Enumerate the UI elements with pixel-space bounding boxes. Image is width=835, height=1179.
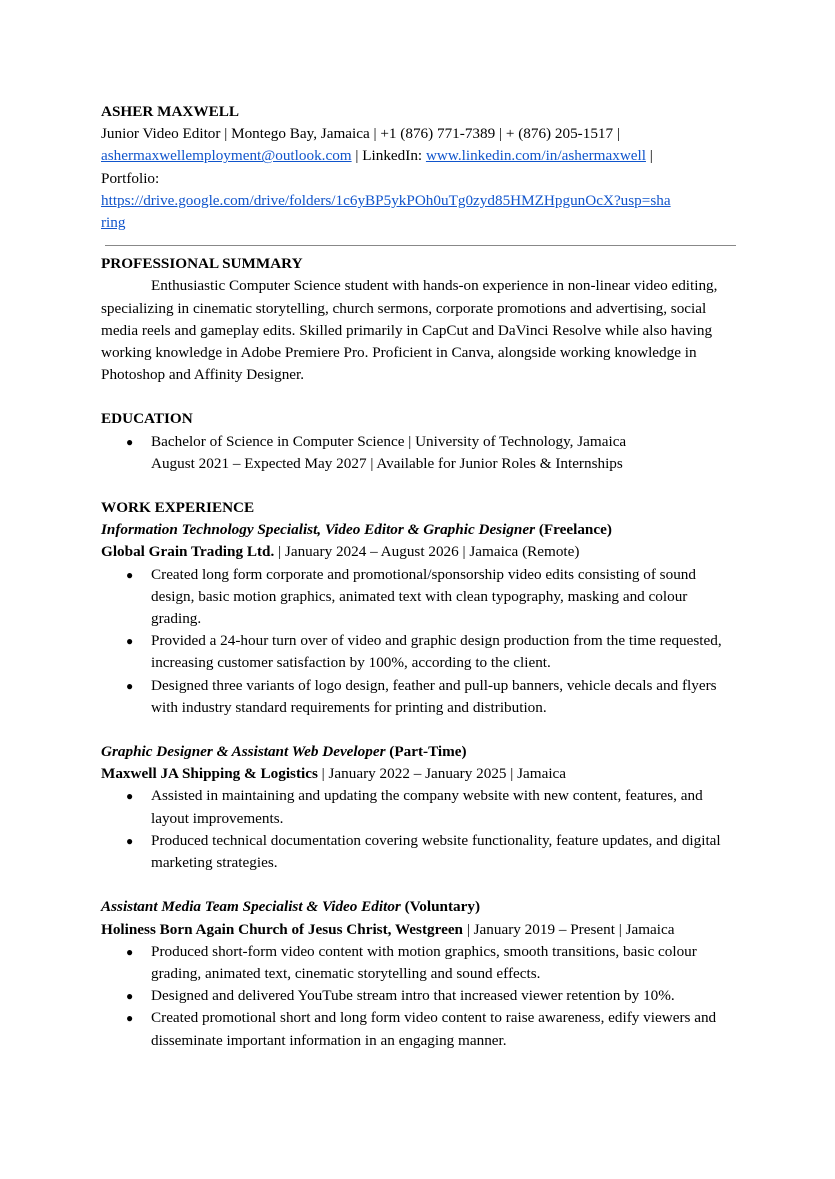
header-divider xyxy=(105,245,736,246)
bullet-icon: ● xyxy=(126,434,134,449)
list-item xyxy=(101,941,736,985)
bullet-icon: ● xyxy=(126,944,134,959)
portfolio-link-part1[interactable]: https://drive.google.com/drive/folders/1c6yBP5ykPOh0uTg0zyd85HMZHpgunOcX?usp=sha xyxy=(101,191,671,209)
job-role: Graphic Designer & Assistant Web Developer xyxy=(101,743,386,761)
list-item xyxy=(101,1007,736,1051)
experience-section xyxy=(101,497,736,1052)
list-item xyxy=(101,830,736,874)
email-link[interactable]: ashermaxwellemployment@outlook.com xyxy=(101,147,352,165)
portfolio-link-line xyxy=(101,190,736,234)
candidate-name: ASHER MAXWELL xyxy=(101,103,239,120)
list-item xyxy=(101,785,736,829)
contact-links xyxy=(101,145,736,167)
degree-line: Bachelor of Science in Computer Science | University of Technology, Jamaica xyxy=(151,432,627,450)
job-bullets xyxy=(101,785,736,874)
linkedin-link[interactable]: www.linkedin.com/in/ashermaxwell xyxy=(425,147,646,165)
bullet-text: Created promotional short and long form video content to raise awareness, edify viewers and disseminate important information in an engaging manner. xyxy=(151,1009,717,1049)
list-item xyxy=(101,675,736,719)
bullet-text: Provided a 24-hour turn over of video and graphic design production from the time requested, increasing customer satisfaction by 100%, according to the client. xyxy=(151,632,722,672)
job-title xyxy=(101,519,736,541)
job-org: Global Grain Trading Ltd. xyxy=(101,543,275,561)
education-section xyxy=(101,408,736,475)
dates-line: August 2021 – Expected May 2027 | Available for Junior Roles & Internships xyxy=(151,454,623,472)
bullet-icon: ● xyxy=(126,634,134,649)
list-item xyxy=(101,564,736,631)
bullet-icon: ● xyxy=(126,567,134,582)
job-org: Maxwell JA Shipping & Logistics xyxy=(101,765,318,783)
separator: | xyxy=(645,147,653,165)
bullet-icon: ● xyxy=(126,789,134,804)
contact-line: Junior Video Editor | Montego Bay, Jamaica | +1 (876) 771-7389 | + (876) 205-1517 | xyxy=(101,125,620,143)
bullet-icon: ● xyxy=(126,833,134,848)
job-org-line xyxy=(101,763,736,785)
bullet-icon: ● xyxy=(126,989,134,1004)
bullet-text: Designed and delivered YouTube stream intro that increased viewer retention by 10%. xyxy=(151,987,675,1005)
portfolio-link-part2[interactable]: ring xyxy=(101,214,126,232)
job-type: (Freelance) xyxy=(535,521,612,539)
job-entry xyxy=(101,741,736,874)
list-item xyxy=(101,985,736,1007)
education-list xyxy=(101,431,736,475)
bullet-icon: ● xyxy=(126,1011,134,1026)
job-entry xyxy=(101,896,736,1051)
education-item xyxy=(101,431,736,475)
list-item xyxy=(101,630,736,674)
job-entry xyxy=(101,519,736,719)
resume-page xyxy=(101,101,736,1052)
job-type: (Voluntary) xyxy=(400,898,481,916)
job-title xyxy=(101,896,736,918)
job-title xyxy=(101,741,736,763)
bullet-text: Produced short-form video content with motion graphics, smooth transitions, basic colour grading, animated text, cinematic storytelling and sound effects. xyxy=(151,942,697,982)
summary-heading: PROFESSIONAL SUMMARY xyxy=(101,255,303,273)
bullet-text: Assisted in maintaining and updating the company website with new content, features, and layout improvements. xyxy=(151,787,703,827)
bullet-icon: ● xyxy=(126,678,134,693)
job-org-line xyxy=(101,919,736,941)
job-details: | January 2022 – January 2025 | Jamaica xyxy=(317,765,567,783)
bullet-text: Designed three variants of logo design, feather and pull-up banners, vehicle decals and flyers with industry standard requirements for printing and distribution. xyxy=(151,676,717,716)
education-heading: EDUCATION xyxy=(101,410,193,428)
summary-section xyxy=(101,253,736,386)
summary-text: Enthusiastic Computer Science student with hands-on experience in non-linear video editing, specializing in cinematic storytelling, church sermons, corporate promotions and advertising, social media reels and gameplay edits. Skilled primarily in CapCut and DaVinci Resolve while also having working knowledge in Adobe Premiere Pro. Proficient in Canva, alongside working knowledge in Photoshop and Affinity Designer. xyxy=(101,277,718,384)
job-org: Holiness Born Again Church of Jesus Christ, Westgreen xyxy=(101,920,464,938)
bullet-text: Created long form corporate and promotional/sponsorship video edits consisting of sound design, basic motion graphics, animated text with clean typography, masking and colour grading. xyxy=(151,565,696,628)
job-role: Information Technology Specialist, Video Editor & Graphic Designer xyxy=(101,521,536,539)
job-details: | January 2019 – Present | Jamaica xyxy=(463,920,675,938)
portfolio-link[interactable] xyxy=(101,192,671,231)
job-org-line xyxy=(101,541,736,563)
portfolio-label: Portfolio: xyxy=(101,169,160,187)
job-type: (Part-Time) xyxy=(385,743,467,761)
job-role: Assistant Media Team Specialist & Video Editor xyxy=(101,898,401,916)
job-details: | January 2024 – August 2026 | Jamaica (Remote) xyxy=(274,543,580,561)
experience-heading: WORK EXPERIENCE xyxy=(101,499,255,517)
linkedin-label: | LinkedIn: xyxy=(351,147,426,165)
job-bullets xyxy=(101,941,736,1052)
job-bullets xyxy=(101,564,736,719)
bullet-text: Produced technical documentation covering website functionality, feature updates, and digital marketing strategies. xyxy=(151,831,721,872)
